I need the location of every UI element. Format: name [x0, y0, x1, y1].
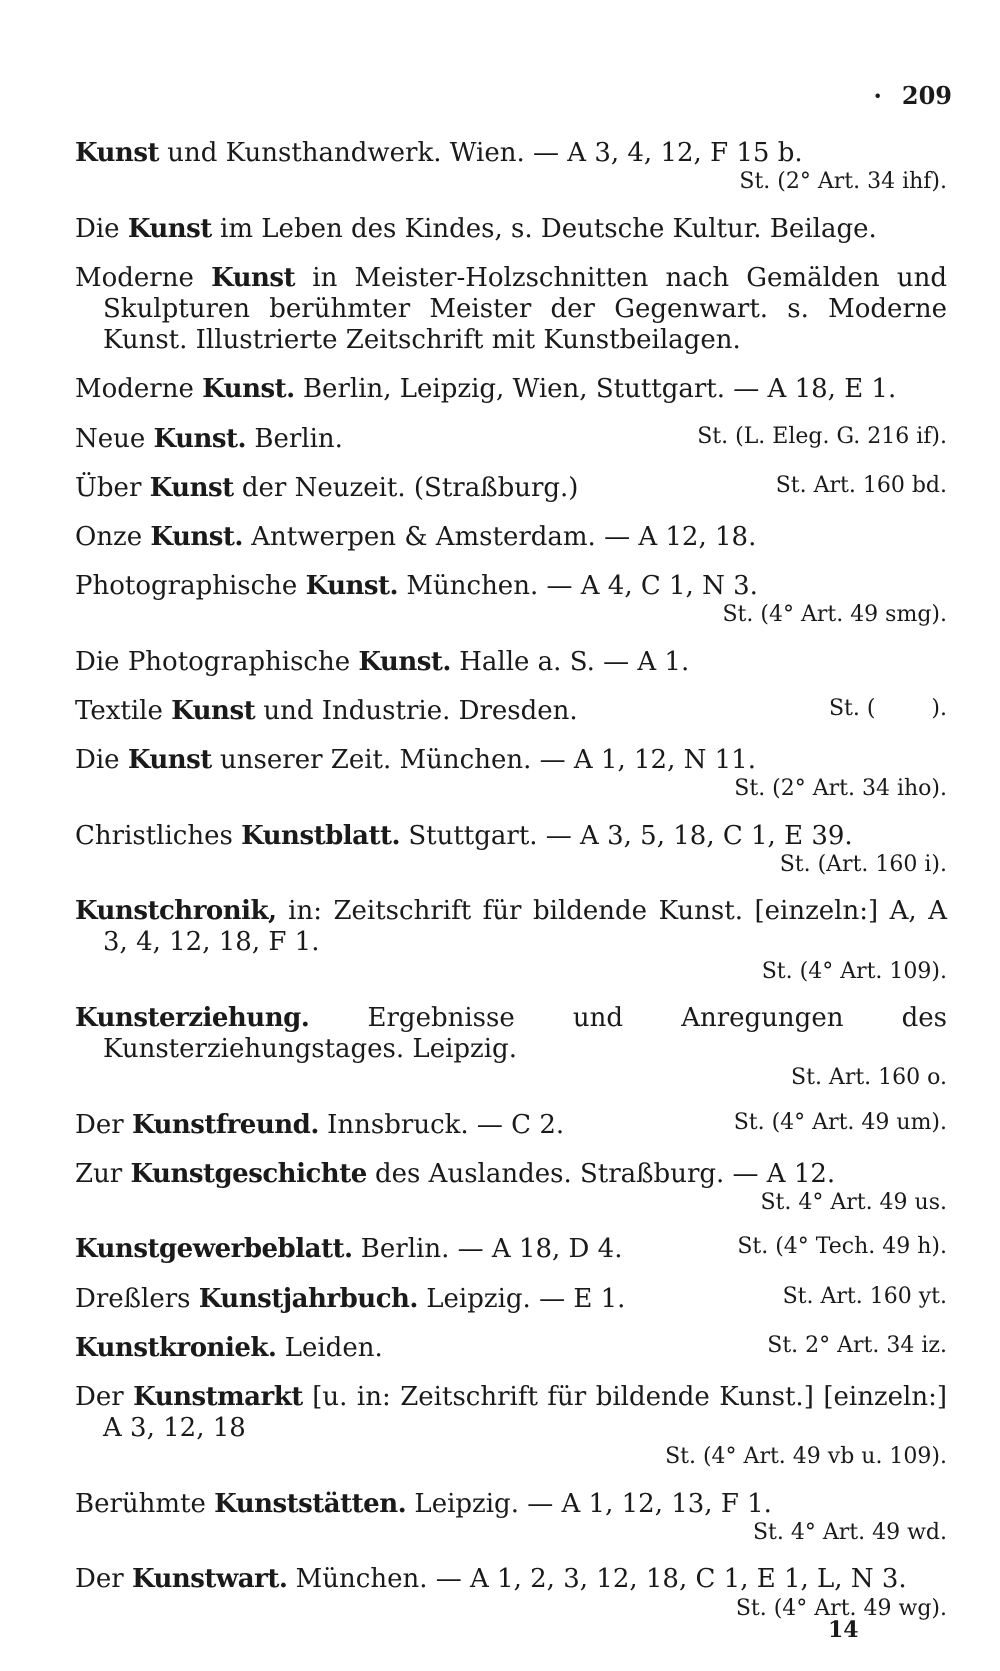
list-item: Der Kunstwart. München. — A 1, 2, 3, 12, 18, C 1, E 1, L, N 3. St. (4° Art. 49 wg). [75, 1564, 947, 1621]
footer-signature: 14 [828, 1617, 859, 1643]
list-item: Die Kunst unserer Zeit. München. — A 1, 12, N 11. St. (2° Art. 34 iho). [75, 745, 947, 802]
list-item: Onze Kunst. Antwerpen & Amsterdam. — A 12, 18. [75, 521, 757, 552]
shelf-mark: St. (4° Art. 109). [761, 958, 947, 984]
list-item: Dreßlers Kunstjahrbuch. Leipzig. — E 1. St. Art. 160 yt. [75, 1283, 947, 1314]
page-marker: · [873, 81, 882, 110]
entry-keyword: Kunst. [358, 646, 451, 677]
list-item: Kunst und Kunsthandwerk. Wien. — A 3, 4, 12, F 15 b. St. (2° Art. 34 ihf). [75, 138, 947, 195]
list-item: Moderne Kunst in Meister-Holzschnitten nach Gemälden und Skulpturen berühmter Meister der Gegenwart. s. Moderne Kunst. Illustrierte Zeitschrift mit Kunstbeilagen. [75, 262, 947, 356]
list-item: Moderne Kunst. Berlin, Leipzig, Wien, Stuttgart. — A 18, E 1. [75, 374, 897, 405]
list-item: Kunstkroniek. Leiden. St. 2° Art. 34 iz. [75, 1332, 947, 1363]
entry-keyword: Kunst. [305, 571, 399, 602]
shelf-mark: St. Art. 160 o. [791, 1065, 947, 1091]
entry-keyword: Kunst [211, 262, 296, 293]
entry-keyword: Kunststätten. [214, 1488, 407, 1519]
list-item: Textile Kunst und Industrie. Dresden. St. ( ). [75, 695, 947, 726]
entry-keyword: Kunst. [153, 423, 247, 454]
entry-list [75, 138, 947, 1622]
shelf-mark: St. 4° Art. 49 us. [760, 1190, 947, 1216]
shelf-mark: St. (4° Art. 49 wg). [735, 1595, 947, 1621]
list-item: Neue Kunst. Berlin. St. (L. Eleg. G. 216 if). [75, 423, 947, 454]
page-number [874, 82, 952, 111]
entry-keyword: Kunst [127, 213, 212, 244]
shelf-mark: St. (2° Art. 34 iho). [734, 776, 947, 802]
entry-keyword: Kunstgewerbeblatt. [75, 1234, 353, 1265]
entry-keyword: Kunstfreund. [131, 1109, 319, 1140]
entry-keyword: Kunst. [150, 521, 243, 552]
list-item: Kunstchronik, in: Zeitschrift für bildende Kunst. [einzeln:] A, A 3, 4, 12, 18, F 1. St. (4° Art. 109). [75, 896, 947, 984]
shelf-mark: St. 4° Art. 49 wd. [752, 1520, 947, 1545]
shelf-mark: St. (2° Art. 34 ihf). [739, 169, 947, 195]
list-item: Kunsterziehung. Ergebnisse und Anregungen des Kunsterziehungstages. Leipzig. St. Art. 160 o. [75, 1002, 947, 1091]
list-item: Kunstgewerbeblatt. Berlin. — A 18, D 4. St. (4° Tech. 49 h). [75, 1234, 947, 1265]
entry-keyword: Kunstgeschichte [130, 1158, 367, 1189]
list-item: Der Kunstmarkt [u. in: Zeitschrift für bildende Kunst.] [einzeln:] A 3, 12, 18 St. (4° Art. 49 vb u. 109). [75, 1382, 947, 1470]
entry-keyword: Kunst [149, 472, 234, 503]
entry-keyword: Kunst. [202, 374, 295, 405]
entry-keyword: Kunstblatt. [241, 820, 401, 851]
shelf-mark: St. (Art. 160 i). [779, 851, 947, 877]
shelf-mark: St. (4° Art. 49 um). [733, 1109, 947, 1135]
list-item: Die Photographische Kunst. Halle a. S. — A 1. [75, 646, 690, 677]
list-item: Photographische Kunst. München. — A 4, C 1, N 3. St. (4° Art. 49 smg). [75, 571, 947, 628]
shelf-mark: St. ( ). [828, 695, 947, 721]
page-number-value: 209 [901, 81, 952, 110]
shelf-mark: St. (L. Eleg. G. 216 if). [697, 423, 947, 449]
list-item: Berühmte Kunststätten. Leipzig. — A 1, 12, 13, F 1. St. 4° Art. 49 wd. [75, 1488, 947, 1545]
shelf-mark: St. Art. 160 bd. [775, 472, 947, 498]
entry-keyword: Kunst [127, 745, 212, 776]
entry-keyword: Kunstjahrbuch. [198, 1283, 418, 1314]
entry-keyword: Kunst [171, 695, 256, 726]
shelf-mark: St. (4° Art. 49 vb u. 109). [665, 1444, 947, 1470]
shelf-mark: St. (4° Art. 49 smg). [722, 602, 947, 628]
list-item: Christliches Kunstblatt. Stuttgart. — A 3, 5, 18, C 1, E 39. St. (Art. 160 i). [75, 820, 947, 877]
list-item: Die Kunst im Leben des Kindes, s. Deutsche Kultur. Beilage. [75, 213, 877, 244]
list-item: Der Kunstfreund. Innsbruck. — C 2. St. (4° Art. 49 um). [75, 1109, 947, 1140]
entry-keyword: Kunsterziehung. [75, 1002, 310, 1033]
entry-keyword: Kunstmarkt [133, 1382, 303, 1413]
shelf-mark: St. Art. 160 yt. [782, 1283, 947, 1309]
entry-keyword: Kunstkroniek. [75, 1332, 277, 1363]
shelf-mark: St. (4° Tech. 49 h). [737, 1234, 947, 1260]
shelf-mark: St. 2° Art. 34 iz. [767, 1332, 947, 1358]
list-item: Zur Kunstgeschichte des Auslandes. Straßburg. — A 12. St. 4° Art. 49 us. [75, 1158, 947, 1216]
entry-keyword: Kunst [75, 138, 159, 168]
entry-keyword: Kunstwart. [131, 1564, 288, 1595]
entry-keyword: Kunstchronik, [75, 896, 277, 927]
list-item: Über Kunst der Neuzeit. (Straßburg.) St. Art. 160 bd. [75, 472, 947, 503]
